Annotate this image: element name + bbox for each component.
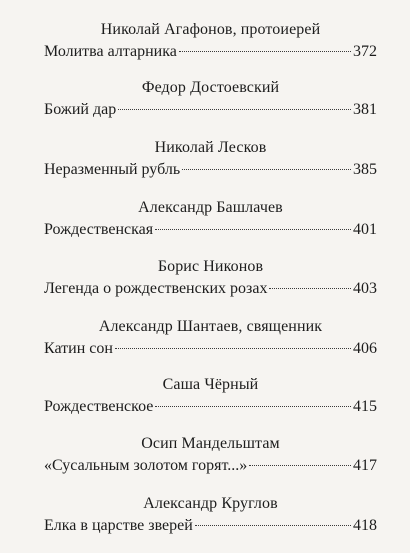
entry-title: Легенда о рождественских розах (44, 280, 268, 297)
entry-title: Божий дар (44, 101, 117, 118)
entry-line (44, 220, 377, 240)
entry-page-number: 415 (353, 398, 377, 415)
entry-line (44, 100, 377, 120)
entry-title: «Сусальным золотом горят...» (44, 457, 248, 474)
entry-title: Елка в царстве зверей (44, 517, 193, 534)
entry-author: Александр Башлачев (138, 199, 283, 216)
dot-leader (269, 288, 351, 289)
entry-title: Рождественское (44, 398, 154, 415)
toc-entry (44, 138, 377, 180)
entry-title: Катин сон (44, 340, 113, 357)
entry-line (44, 456, 377, 476)
entry-line (44, 160, 377, 180)
entry-page-number: 417 (353, 457, 377, 474)
entry-line (44, 279, 377, 299)
dot-leader (179, 51, 351, 52)
entry-page-number: 401 (353, 221, 377, 238)
entry-title: Неразменный рубль (44, 161, 181, 178)
entry-page-number: 372 (353, 43, 377, 60)
toc-entry (44, 78, 377, 120)
dot-leader (118, 109, 351, 110)
entry-author: Александр Круглов (143, 495, 278, 512)
entry-line (44, 42, 377, 62)
entry-title: Рождественская (44, 221, 154, 238)
entry-author: Осип Мандельштам (141, 435, 280, 452)
toc-entry (44, 375, 377, 417)
entry-author: Саша Чёрный (162, 376, 259, 393)
dot-leader (115, 348, 351, 349)
entry-author: Александр Шантаев, священник (98, 318, 323, 335)
entry-author: Николай Лесков (154, 139, 267, 156)
toc-entry (44, 494, 377, 536)
toc-entry (44, 20, 377, 62)
toc-entry (44, 317, 377, 359)
toc-entry (44, 198, 377, 240)
dot-leader (155, 406, 351, 407)
entry-line (44, 516, 377, 536)
entry-author: Николай Агафонов, протоиерей (100, 21, 321, 38)
dot-leader (155, 229, 351, 230)
entry-line (44, 397, 377, 417)
toc-entry (44, 434, 377, 476)
entry-page-number: 381 (353, 101, 377, 118)
toc-entry (44, 257, 377, 299)
dot-leader (195, 525, 351, 526)
dot-leader (182, 169, 351, 170)
entry-page-number: 403 (353, 280, 377, 297)
entry-page-number: 418 (353, 517, 377, 534)
dot-leader (249, 465, 351, 466)
entry-title: Молитва алтарника (44, 43, 177, 60)
entry-line (44, 339, 377, 359)
entry-page-number: 406 (353, 340, 377, 357)
entry-author: Федор Достоевский (141, 79, 280, 96)
entry-page-number: 385 (353, 161, 377, 178)
entry-author: Борис Никонов (157, 258, 264, 275)
